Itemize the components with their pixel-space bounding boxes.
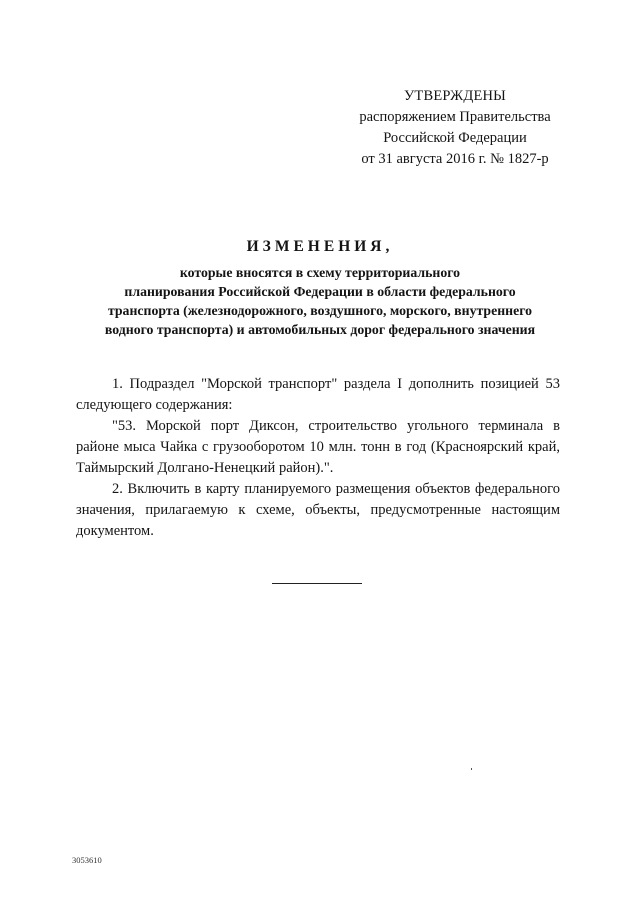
- paragraph-1: 1. Подраздел "Морской транспорт" раздела I дополнить позицией 53 следующего содержания:: [76, 376, 560, 413]
- subtitle-line: транспорта (железнодорожного, воздушного, морского, внутреннего: [107, 303, 533, 318]
- subtitle-line: которые вносятся в схему территориального: [179, 265, 461, 280]
- document-title: ИЗМЕНЕНИЯ,: [246, 238, 394, 255]
- subtitle-line: водного транспорта) и автомобильных дорог федерального значения: [104, 322, 536, 337]
- subtitle-line: планирования Российской Федерации в области федерального: [124, 284, 516, 299]
- paragraph-quoted-position: "53. Морской порт Диксон, строительство угольного терминала в районе мыса Чайка с грузооборотом 10 млн. тонн в год (Красноярский край, Таймырский Долгано-Ненецкий район).".: [76, 418, 560, 476]
- approval-line: Российской Федерации: [383, 130, 527, 146]
- approval-line: распоряжением Правительства: [359, 109, 551, 125]
- document-subtitle: [70, 263, 570, 339]
- approval-date-number: от 31 августа 2016 г. № 1827-р: [361, 151, 549, 167]
- scan-mark: [471, 768, 472, 770]
- separator-line: [272, 583, 362, 584]
- paragraph-2: 2. Включить в карту планируемого размещения объектов федерального значения, прилагаемую к схеме, объекты, предусмотренные настоящим документом.: [76, 481, 560, 539]
- document-body: [76, 374, 560, 542]
- document-number: 3053610: [72, 855, 102, 865]
- approval-heading: УТВЕРЖДЕНЫ: [403, 88, 507, 104]
- approval-block: [320, 86, 590, 170]
